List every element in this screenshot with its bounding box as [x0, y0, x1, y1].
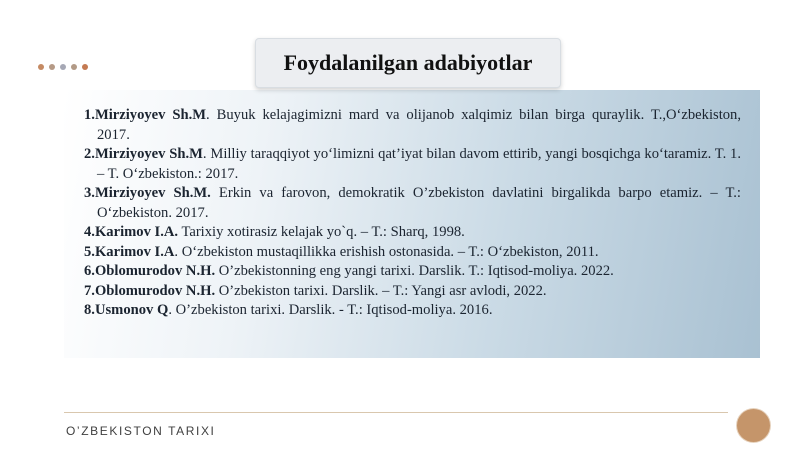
reference-text: . O‘zbekiston mustaqillikka erishish ostonasida. – T.: O‘zbekiston, 2011.	[174, 243, 599, 260]
reference-number: 6.	[84, 263, 95, 279]
decorative-dots	[38, 64, 88, 70]
reference-text: O’zbekiston tarixi. Darslik. – T.: Yangi asr avlodi, 2022.	[215, 282, 547, 299]
reference-author: Mirziyoyev Sh.M.	[94, 185, 211, 201]
reference-text: . Milliy taraqqiyot yo‘limizni qat’iyat bilan davom ettirib, yangi bosqichga ko‘taramiz. T. 1. – T. O‘zbekiston.: 2017.	[97, 146, 741, 182]
reference-item	[84, 184, 741, 223]
decorative-dot	[60, 64, 66, 70]
slide-title: Foydalanilgan adabiyotlar	[283, 50, 533, 75]
reference-text: O’zbekistonning eng yangi tarixi. Darslik. T.: Iqtisod-moliya. 2022.	[215, 263, 614, 279]
reference-author: Oblomurodov N.H.	[94, 263, 216, 279]
reference-text: Tarixiy xotirasiz kelajak yo`q. – T.: Sharq, 1998.	[178, 224, 465, 240]
reference-text: Erkin va farovon, demokratik O’zbekiston davlatini birgalikda barpo etamiz. – T.: O‘zbekiston. 2017.	[97, 185, 741, 221]
reference-number: 4.	[84, 224, 95, 240]
reference-item	[84, 262, 741, 282]
reference-item	[84, 106, 741, 145]
decorative-dot	[38, 64, 44, 70]
footer-divider	[64, 412, 728, 413]
reference-item	[84, 301, 741, 321]
reference-text: . Buyuk kelajagimizni mard va olijanob xalqimiz bilan birga quraylik. T.,O‘zbekiston, 2017.	[97, 107, 741, 143]
title-box	[255, 38, 561, 88]
decorative-dot	[71, 64, 77, 70]
reference-number: 2.	[84, 146, 95, 162]
reference-number: 5.	[84, 243, 95, 260]
decorative-dot	[49, 64, 55, 70]
decorative-circle	[737, 409, 770, 442]
reference-number: 8.	[84, 302, 95, 318]
reference-list	[84, 106, 741, 321]
reference-item	[84, 243, 741, 263]
reference-number: 1.	[84, 107, 95, 123]
reference-item	[84, 223, 741, 243]
reference-author: Oblomurodov N.H.	[94, 282, 216, 299]
reference-author: Mirziyoyev Sh.M	[94, 107, 207, 123]
reference-item	[84, 145, 741, 184]
reference-author: Karimov I.A.	[94, 224, 179, 240]
reference-author: Usmonov Q	[94, 302, 169, 318]
footer-text: O’ZBEKISTON TARIXI	[66, 424, 216, 438]
reference-item	[84, 282, 741, 302]
reference-number: 3.	[84, 185, 95, 201]
reference-author: Karimov I.A	[94, 243, 175, 260]
reference-number: 7.	[84, 282, 95, 299]
decorative-dot	[82, 64, 88, 70]
reference-text: . O’zbekiston tarixi. Darslik. - T.: Iqtisod-moliya. 2016.	[168, 302, 493, 318]
reference-author: Mirziyoyev Sh.M	[94, 146, 203, 162]
